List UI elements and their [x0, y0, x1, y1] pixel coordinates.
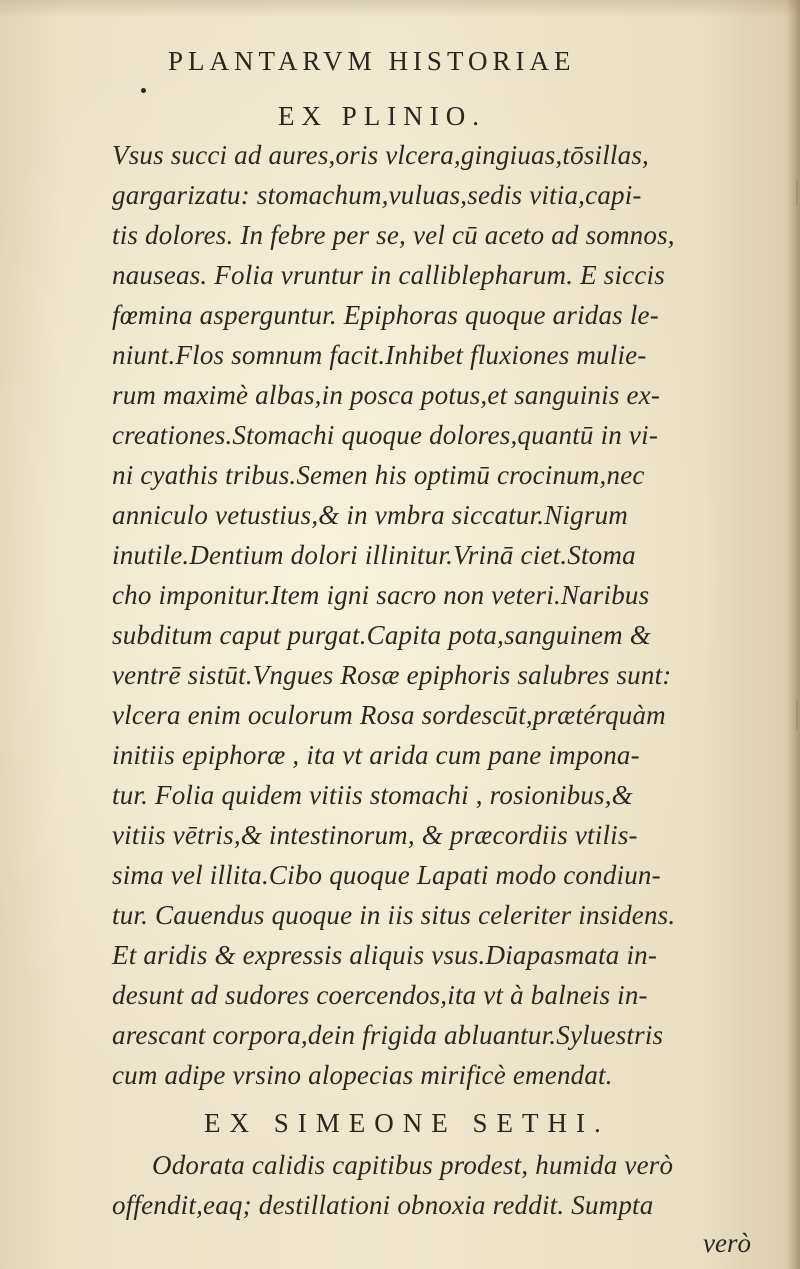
text-line: rum maximè albas,in posca potus,et sanguinis ex- — [112, 380, 661, 410]
text-line: vlcera enim oculorum Rosa sordescūt,prætérquàm — [112, 700, 666, 730]
text-line: vitiis vētris,& intestinorum, & præcordiis vtilis- — [112, 820, 638, 850]
text-line: creationes.Stomachi quoque dolores,quantū in vi- — [112, 420, 659, 450]
section-heading-simeone: EX SIMEONE SETHI. — [204, 1108, 610, 1138]
text-line: initiis epiphoræ , ita vt arida cum pane impona- — [112, 740, 640, 770]
catchword: verò — [703, 1228, 751, 1258]
running-head: PLANTARVM HISTORIAE — [168, 46, 576, 76]
text-line: tur. Cauendus quoque in iis situs celeriter insidens. — [112, 900, 676, 930]
text-line: cum adipe vrsino alopecias mirificè emendat. — [112, 1060, 613, 1090]
text-line: arescant corpora,dein frigida abluantur.Syluestris — [112, 1020, 664, 1050]
text-line: ni cyathis tribus.Semen his optimū crocinum,nec — [112, 460, 645, 490]
text-line: niunt.Flos somnum facit.Inhibet fluxiones mulie- — [112, 340, 647, 370]
text-line: ventrē sistūt.Vngues Rosæ epiphoris salubres sunt: — [112, 660, 672, 690]
text-line: gargarizatu: stomachum,vuluas,sedis vitia,capi- — [112, 180, 642, 210]
text-line: inutile.Dentium dolori illinitur.Vrinā ciet.Stoma — [112, 540, 636, 570]
text-line: Vsus succi ad aures,oris vlcera,gingiuas,tōsillas, — [112, 140, 649, 170]
text-line: offendit,eaq; destillationi obnoxia reddit. Sumpta — [112, 1190, 654, 1220]
text-line: Et aridis & expressis aliquis vsus.Diapasmata in- — [112, 940, 658, 970]
text-line: subditum caput purgat.Capita pota,sanguinem & — [112, 620, 652, 650]
text-line: anniculo vetustius,& in vmbra siccatur.Nigrum — [112, 500, 628, 530]
section-heading-plinio: EX PLINIO. — [278, 101, 486, 131]
page-top-shadow — [0, 0, 800, 18]
text-line: cho imponitur.Item igni sacro non veteri.Naribus — [112, 580, 650, 610]
text-line: tur. Folia quidem vitiis stomachi , rosionibus,& — [112, 780, 633, 810]
margin-mark — [796, 700, 798, 730]
margin-mark — [796, 180, 798, 206]
text-line: sima vel illita.Cibo quoque Lapati modo condiun- — [112, 860, 661, 890]
text-line: nauseas. Folia vruntur in calliblepharum. E siccis — [112, 260, 665, 290]
text-line: fœmina asperguntur. Epiphoras quoque aridas le- — [112, 300, 659, 330]
text-line: Odorata calidis capitibus prodest, humida verò — [152, 1150, 674, 1180]
text-line: tis dolores. In febre per se, vel cū aceto ad somnos, — [112, 220, 675, 250]
ink-mark — [141, 88, 146, 93]
text-line: desunt ad sudores coercendos,ita vt à balneis in- — [112, 980, 648, 1010]
